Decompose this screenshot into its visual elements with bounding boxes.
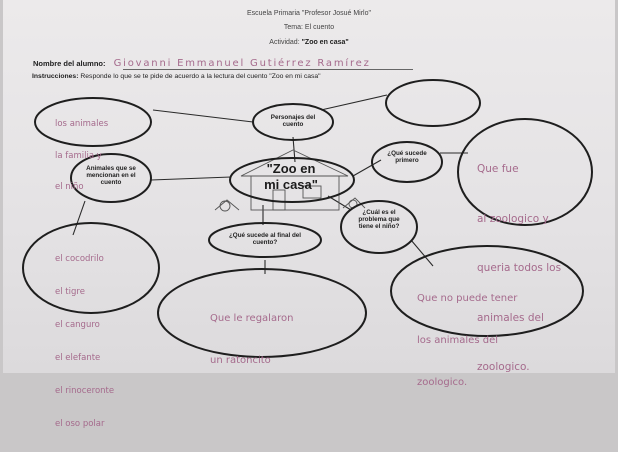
connector-primero-center [353, 160, 381, 176]
answer-problema-line3: zoologico. [417, 377, 468, 388]
center-title-line1: "Zoo en [266, 161, 316, 176]
answer-primero-line1: Que fue [477, 163, 519, 175]
answer-primero-line5: zoologico. [477, 361, 530, 373]
answer-personajes [55, 98, 108, 214]
bubble-que-sucede-primero: ¿Qué sucede primero [387, 150, 427, 165]
center-title [231, 161, 351, 193]
connector-problema-center [328, 196, 351, 210]
center-title-line2: mi casa" [264, 177, 318, 192]
answer-problema-line1: Que no puede tener [417, 293, 518, 304]
answer-animales-line6: el oso polar [55, 419, 105, 429]
answer-final-line2: un ratoncito [210, 355, 271, 366]
student-name: Giovanni Emmanuel Gutiérrez Ramírez [113, 58, 371, 69]
answer-ellipse-empty [386, 80, 480, 126]
answer-final [210, 284, 293, 396]
answer-primero-line4: animales del [477, 311, 544, 324]
answer-animales-line1: el cocodrilo [55, 254, 104, 264]
answer-primero-line2: al zoologico y [477, 212, 549, 225]
connector-animales-center [151, 177, 231, 180]
connector-personajes-answer [153, 110, 253, 122]
answer-animales-line4: el elefante [55, 353, 101, 363]
instructions-label: Instrucciones: [32, 73, 79, 80]
activity-title: "Zoo en casa" [301, 39, 349, 46]
school-name: Escuela Primaria "Profesor Josué Mirlo" [246, 10, 371, 17]
answer-animales-line2: el tigre [55, 287, 85, 297]
student-label: Nombre del alumno: [33, 59, 106, 68]
connector-personajes-right [321, 95, 387, 110]
answer-animales-line3: el canguro [55, 320, 100, 330]
answer-personajes-line2: la familia y [55, 150, 102, 161]
topic-line: Tema: El cuento [283, 24, 335, 31]
answer-animales [55, 232, 114, 452]
answer-animales-line5: el rinoceronte [55, 386, 115, 396]
answer-final-line1: Que le regalaron [210, 313, 294, 324]
answer-primero-line3: queria todos los [477, 262, 562, 274]
bubble-personajes: Personajes del cuento [270, 114, 316, 129]
answer-problema [417, 264, 517, 418]
worksheet [3, 0, 615, 429]
answer-personajes-line1: los animales [55, 119, 109, 129]
answer-personajes-line3: el niño [55, 182, 84, 192]
bubble-que-sucede-final: ¿Qué sucede al final del cuento? [228, 232, 302, 247]
instructions-text: Responde lo que se te pide de acuerdo a la lectura del cuento "Zoo en mi casa" [80, 73, 321, 80]
bubble-problema: ¿Cuál es el problema que tiene el niño? [358, 209, 400, 231]
bubble-animales: Animales que se mencionan en el cuento [86, 165, 136, 187]
answer-problema-line2: los animales del [417, 335, 498, 346]
activity-prefix: Actividad: [269, 39, 302, 46]
